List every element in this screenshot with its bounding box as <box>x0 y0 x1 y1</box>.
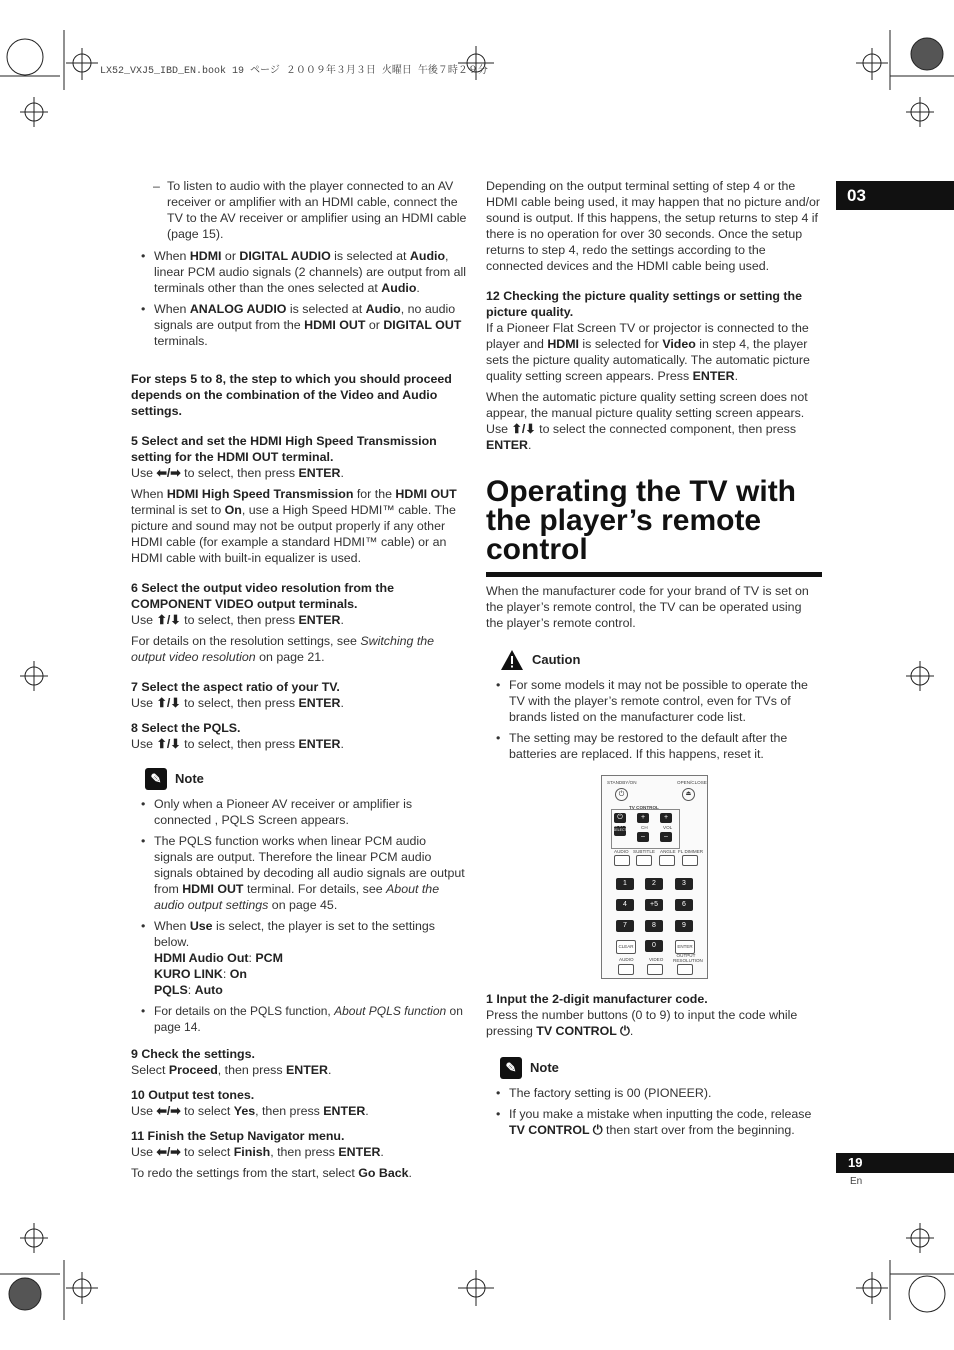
row-label: ANGLE <box>660 849 676 854</box>
key-7: 7 <box>616 920 634 932</box>
note-heading: ✎ Note <box>145 768 467 790</box>
key-5: +5 <box>645 899 663 911</box>
right-column-lower <box>486 991 822 1143</box>
step5-note: When HDMI High Speed Transmission for the HDMI OUT terminal is set to On, use a High Speed HDMI™ cable. The picture and sound may not be output properly if any other HDMI cable (for example a standard HDMI™ cable) or an HDMI cable with built-in equalizer is used. <box>131 487 457 565</box>
step6-title: 6 Select the output video resolution from the COMPONENT VIDEO output terminals. <box>131 581 394 611</box>
section-heading: Operating the TV with the player’s remote control <box>486 475 797 566</box>
list-item: • When ANALOG AUDIO is selected at Audio, no audio signals are output from the HDMI OUT or DIGITAL OUT terminals. <box>131 301 467 349</box>
key-6: 6 <box>675 899 693 911</box>
input-select-label: INPUT SELECT <box>613 824 627 832</box>
angle-button <box>659 855 675 866</box>
key-3: 3 <box>675 878 693 890</box>
subtitle-button <box>636 855 652 866</box>
remote-control-illustration <box>601 775 708 979</box>
step12-p1: If a Pioneer Flat Screen TV or projector is connected to the player and HDMI is selected for Video in step 4, the player sets the picture quality automatically. The automatic picture quality setting screen appears. Press ENTER. <box>486 321 810 383</box>
step11-title: 11 Finish the Setup Navigator menu. <box>131 1129 345 1143</box>
row-label: FL DIMMER <box>678 849 704 854</box>
note-list <box>131 796 467 1035</box>
standby-label: STANDBY/ON <box>607 780 637 785</box>
tv-control-label: TV CONTROL <box>629 805 659 810</box>
eject-icon: ⏏ <box>682 788 695 801</box>
left-column <box>131 178 467 1186</box>
output-resolution-button <box>677 964 693 975</box>
key-1: 1 <box>616 878 634 890</box>
page-lang: En <box>850 1176 863 1187</box>
key-0: 0 <box>645 940 663 952</box>
list-item: • The factory setting is 00 (PIONEER). <box>486 1085 822 1101</box>
list-item: • For some models it may not be possible to operate the TV with the player’s remote control, even for TVs of brands listed on the manufacturer code list. <box>486 677 822 725</box>
note-pencil-icon: ✎ <box>145 768 167 790</box>
step9-title: 9 Check the settings. <box>131 1047 255 1061</box>
chapter-tab: 03 <box>836 181 954 210</box>
ch-label: CH <box>641 825 648 830</box>
step9-use: Select Proceed, then press ENTER. <box>131 1063 332 1077</box>
right-column <box>486 178 822 767</box>
key-9: 9 <box>675 920 693 932</box>
heading-rule <box>486 572 822 577</box>
note-list <box>486 1085 822 1138</box>
tv-power-button: ⏻ <box>614 813 626 823</box>
ch-minus-button: – <box>637 832 649 842</box>
step5-use: Use ⬅/➡ to select, then press ENTER. <box>131 466 344 480</box>
step10-title: 10 Output test tones. <box>131 1088 255 1102</box>
caution-heading: Caution <box>500 649 822 671</box>
vol-plus-button: + <box>660 813 672 823</box>
warning-icon <box>500 649 524 671</box>
step12-title: 12 Checking the picture quality settings or setting the picture quality. <box>486 289 803 319</box>
clear-button: CLEAR <box>616 940 636 954</box>
dash-item: – To listen to audio with the player connected to an AV receiver or amplifier with an HDMI cable, connect the TV to the AV receiver or amplifier using an HDMI cable (page 15). <box>131 178 467 242</box>
caution-list <box>486 677 822 762</box>
heading-intro: When the manufacturer code for your brand of TV is set on the player’s remote control, the TV can be operated using the player’s remote control. <box>486 584 809 630</box>
key-4: 4 <box>616 899 634 911</box>
key-8: 8 <box>645 920 663 932</box>
step7-use: Use ⬆/⬇ to select, then press ENTER. <box>131 696 344 710</box>
step8-title: 8 Select the PQLS. <box>131 721 241 735</box>
step12-p2: When the automatic picture quality setting screen does not appear, the manual picture quality setting screen appears. Use ⬆/⬇ to select the connected component, then press ENTER. <box>486 390 808 452</box>
step11-use: Use ⬅/➡ to select Finish, then press ENTER. <box>131 1145 384 1159</box>
list-item: • For details on the PQLS function, About PQLS function on page 14. <box>131 1003 467 1035</box>
step1-text: Press the number buttons (0 to 9) to input the code while pressing TV CONTROL ⏻. <box>486 1008 798 1038</box>
step6-use: Use ⬆/⬇ to select, then press ENTER. <box>131 613 344 627</box>
steps-intro: For steps 5 to 8, the step to which you should proceed depends on the combination of the Video and Audio settings. <box>131 372 452 418</box>
open-close-label: OPEN/CLOSE <box>677 780 707 785</box>
row-label: SUBTITLE <box>633 849 655 854</box>
key-2: 2 <box>645 878 663 890</box>
video-bottom-button <box>647 964 663 975</box>
list-item: • Only when a Pioneer AV receiver or amplifier is connected , PQLS Screen appears. <box>131 796 467 828</box>
list-item: • The setting may be restored to the default after the batteries are replaced. If this happens, reset it. <box>486 730 822 762</box>
bottom-label: AUDIO <box>619 957 634 962</box>
fl-dimmer-button <box>682 855 698 866</box>
bottom-label: OUTPUT RESOLUTION <box>673 953 703 963</box>
print-header: LX52_VXJ5_IBD_EN.book 19 ページ ２００９年３月３日 火曜日 午後７時２９分 <box>100 66 488 77</box>
redo-text: To redo the settings from the start, select Go Back. <box>131 1166 412 1180</box>
step6-note: For details on the resolution settings, see Switching the output video resolution on page 21. <box>131 634 435 664</box>
note-heading: ✎ Note <box>500 1057 822 1079</box>
list-item: • When HDMI or DIGITAL AUDIO is selected at Audio, linear PCM audio signals (2 channels) are output from all terminals other than the ones selected at Audio. <box>131 248 467 296</box>
bottom-label: VIDEO <box>649 957 664 962</box>
right-intro: Depending on the output terminal setting of step 4 or the HDMI cable being used, it may happen that no picture and/or sound is output. If this happens, the setup returns to step 4 if there is no operation for over 30 seconds. Once the setup returns to step 4, redo the settings according to the connected devices and the HDMI cable being used. <box>486 179 821 273</box>
note-pencil-icon: ✎ <box>500 1057 522 1079</box>
step1-title: 1 Input the 2-digit manufacturer code. <box>486 992 708 1006</box>
step10-use: Use ⬅/➡ to select Yes, then press ENTER. <box>131 1104 369 1118</box>
vol-label: VOL <box>663 825 673 830</box>
step8-use: Use ⬆/⬇ to select, then press ENTER. <box>131 737 344 751</box>
list-item: • If you make a mistake when inputting the code, release TV CONTROL ⏻ then start over from the beginning. <box>486 1106 822 1138</box>
page-number-tab: 19 <box>836 1153 954 1173</box>
row-label: AUDIO <box>614 849 629 854</box>
list-item: • When Use is select, the player is set to the settings below. HDMI Audio Out: PCM KURO LINK: On PQLS: Auto <box>131 918 467 998</box>
step5-title: 5 Select and set the HDMI High Speed Transmission setting for the HDMI OUT terminal. <box>131 434 437 464</box>
list-item: • The PQLS function works when linear PCM audio signals are output. Therefore the linear PCM audio signals obtained by decoding all audio signals are output from HDMI OUT terminal. For details, see About the audio output settings on page 45. <box>131 833 467 913</box>
audio-button <box>614 855 630 866</box>
ch-plus-button: + <box>637 813 649 823</box>
audio-bottom-button <box>618 964 634 975</box>
power-icon: ⏻ <box>615 788 628 801</box>
step7-title: 7 Select the aspect ratio of your TV. <box>131 680 340 694</box>
enter-button: ENTER <box>675 940 695 954</box>
vol-minus-button: – <box>660 832 672 842</box>
bullet-list-audio <box>131 248 467 349</box>
